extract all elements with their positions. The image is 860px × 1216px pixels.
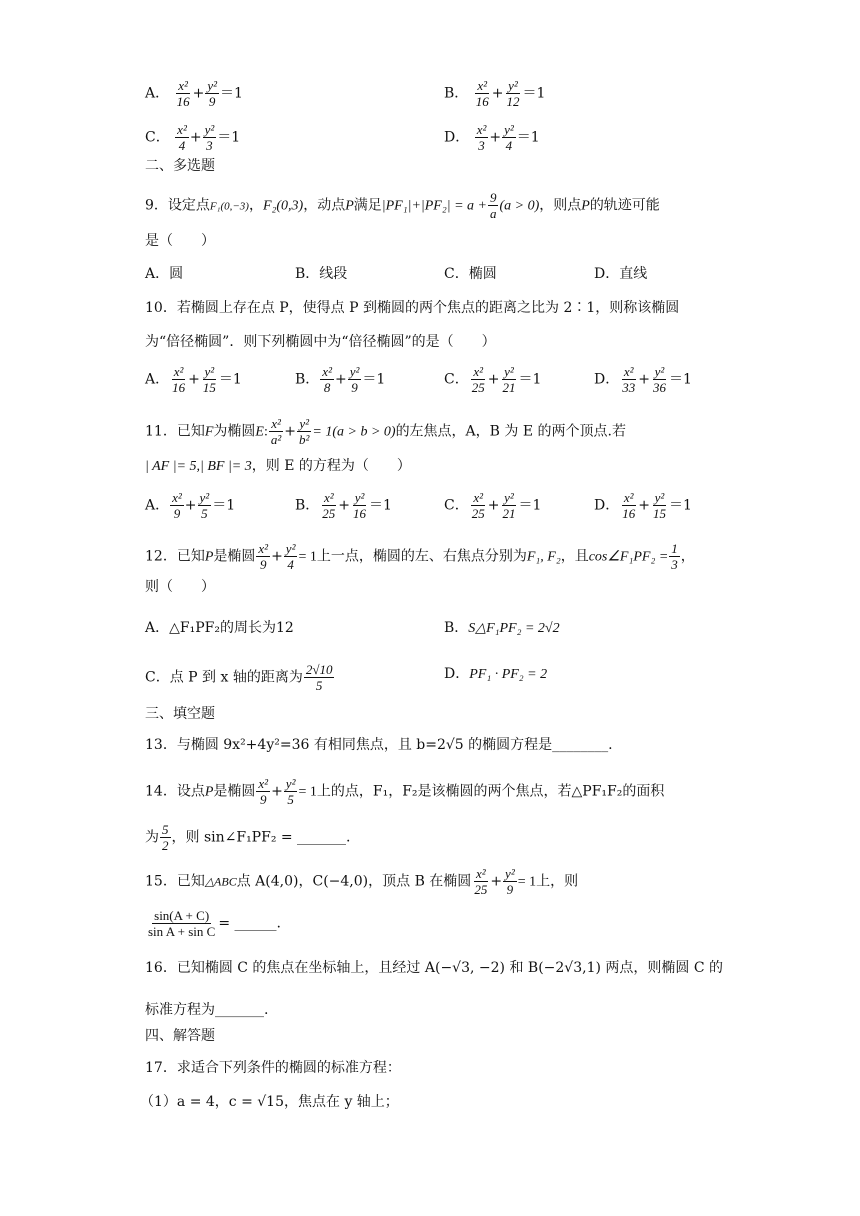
q9-option-c: C．椭圆 [444, 266, 497, 282]
q9-option-a: A．圆 [145, 266, 184, 282]
question-15-line-1: 15．已知△ABC点 A(4,0)，C(−4,0)，顶点 B 在椭圆 $\frac{\text{x²}}{25}$ + $\frac{\text{y²}}{9}$ = 1上，则 [145, 866, 579, 897]
question-12-line-1: 12．已知P是椭圆 $\frac{\text{x²}}{9}$ + $\frac{\text{y²}}{4}$ = 1上一点，椭圆的左、右焦点分别为F₁, F₂，且cos∠F₁PF₂ = $\frac{1}{3}$ ， [145, 541, 695, 572]
q10-option-c: C． $\frac{\text{x²}}{25}$ + $\frac{\text{y²}}{21}$ ＝1 [444, 364, 542, 395]
fraction: $\frac{\text{y²}}{9}$ [207, 78, 217, 109]
q11-option-d: D． $\frac{\text{x²}}{16}$ + $\frac{\text{y²}}{15}$ ＝1 [594, 490, 692, 521]
question-16-line-1: 16．已知椭圆 C 的焦点在坐标轴上，且经过 A(−√3, −2) 和 B(−2√3,1) 两点，则椭圆 C 的 [145, 960, 724, 976]
q8-option-d: D． $\frac{\text{x²}}{3}$ + $\frac{\text{y²}}{4}$ ＝1 [444, 122, 540, 153]
q12-option-c: C．点 P 到 x 轴的距离为 $\frac{2√10}{5}$ [145, 662, 333, 693]
option-label: C． [145, 129, 170, 146]
q12-option-a: A．△F₁PF₂的周长为12 [145, 620, 294, 636]
question-10-line-1: 10．若椭圆上存在点 P，使得点 P 到椭圆的两个焦点的距离之比为 2∶1，则称该椭圆 [145, 300, 680, 316]
q10-option-a: A． $\frac{\text{x²}}{16}$ + $\frac{\text{y²}}{15}$ ＝1 [145, 364, 242, 395]
q10-option-d: D． $\frac{\text{x²}}{33}$ + $\frac{\text{y²}}{36}$ ＝1 [594, 364, 692, 395]
q9-option-d: D．直线 [594, 266, 648, 282]
question-9-line-1: 9．设定点F₁(0,−3)，F₂(0,3)，动点P满足|PF₁|+|PF₂| = a + $\frac{9}{a}$ (a > 0)，则点P的轨迹可能 [145, 190, 660, 221]
q10-option-b: B． $\frac{\text{x²}}{8}$ + $\frac{\text{y²}}{9}$ ＝1 [295, 364, 386, 395]
question-10-line-2: 为“倍径椭圆”．则下列椭圆中为“倍径椭圆”的是（ ） [145, 334, 496, 350]
q11-option-a: A． $\frac{\text{x²}}{9}$ + $\frac{\text{y²}}{5}$ ＝1 [145, 490, 236, 521]
q8-option-b: B． $\frac{\text{x²}}{16}$ + $\frac{\text{y²}}{12}$ ＝1 [444, 78, 546, 109]
question-11-line-1: 11．已知F为椭圆E: $\frac{\text{x²}}{\text{a²}}$ + $\frac{\text{y²}}{\text{b²}}$ = 1(a > b > 0)的左焦点，A，B 为 E 的两个顶点.若 [145, 416, 626, 447]
option-label: B． [444, 85, 469, 102]
q12-option-d: D．PF₁ · PF₂ = 2 [444, 666, 548, 682]
fraction: $\frac{\text{y²}}{12}$ [506, 78, 520, 109]
q8-option-c: C． $\frac{\text{x²}}{4}$ + $\frac{\text{y²}}{3}$ ＝1 [145, 122, 241, 153]
q12-option-b: B．S△F₁PF₂ = 2√2 [444, 620, 560, 636]
question-12-line-2: 则（ ） [145, 579, 215, 595]
fraction: $\frac{\text{y²}}{4}$ [504, 122, 514, 153]
fraction: $\frac{\text{x²}}{3}$ [476, 122, 487, 153]
question-16-line-2: 标准方程为_______. [145, 1002, 269, 1018]
question-11-line-2: | AF |= 5,| BF |= 3，则 E 的方程为（ ） [145, 458, 411, 474]
q11-option-b: B． $\frac{\text{x²}}{25}$ + $\frac{\text{y²}}{16}$ ＝1 [295, 490, 392, 521]
question-15-line-2: $\frac{\sin(A + C)}{\text{sin A + sin C}}$ = ______. [148, 908, 281, 939]
section-heading-fill: 三、填空题 [145, 706, 215, 722]
option-label: D． [444, 129, 470, 146]
section-heading-multi: 二、多选题 [145, 158, 215, 174]
q8-option-a: A． $\frac{\text{x²}}{16}$ + $\frac{\text{y²}}{9}$ ＝1 [145, 78, 243, 109]
fraction: $\frac{\text{y²}}{3}$ [204, 122, 215, 153]
section-heading-solve: 四、解答题 [145, 1028, 215, 1044]
question-13: 13．与椭圆 9x²+4y²=36 有相同焦点，且 b=2√5 的椭圆方程是________. [145, 737, 613, 753]
question-14-line-2: 为 $\frac{5}{2}$ ，则 sin∠F₁PF₂ = _______. [145, 822, 351, 853]
option-label: A． [145, 85, 170, 102]
q9-option-b: B．线段 [295, 266, 348, 282]
fraction: $\frac{\text{x²}}{16}$ [176, 78, 190, 109]
question-14-line-1: 14．设点P是椭圆 $\frac{\text{x²}}{9}$ + $\frac{\text{y²}}{5}$ = 1上的点，F₁，F₂是该椭圆的两个焦点，若△PF₁F₂的面积 [145, 776, 665, 807]
fraction: $\frac{\text{x²}}{16}$ [475, 78, 489, 109]
question-17-line-2: （1）a = 4，c = √15，焦点在 y 轴上； [140, 1094, 399, 1110]
q11-option-c: C． $\frac{\text{x²}}{25}$ + $\frac{\text{y²}}{21}$ ＝1 [444, 490, 542, 521]
question-9-line-2: 是（ ） [145, 233, 215, 249]
fraction: $\frac{9}{a}$ [489, 190, 497, 221]
question-17-line-1: 17．求适合下列条件的椭圆的标准方程： [145, 1060, 401, 1076]
fraction: $\frac{\text{x²}}{4}$ [177, 122, 187, 153]
